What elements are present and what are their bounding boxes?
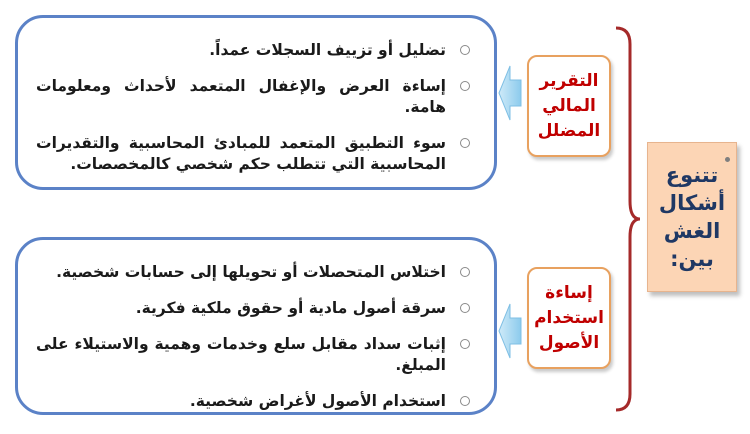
- list-item: إثبات سداد مقابل سلع وخدمات وهمية والاستيلاء على المبلغ.: [36, 334, 476, 376]
- circle-bullet-icon: [460, 303, 470, 313]
- category-2-items-box: [15, 237, 497, 415]
- list-item: تضليل أو تزييف السجلات عمداً.: [36, 40, 476, 61]
- circle-bullet-icon: [460, 138, 470, 148]
- category-1-items-box: [15, 15, 497, 190]
- list-item: سرقة أصول مادية أو حقوق ملكية فكرية.: [36, 298, 476, 319]
- category-1-label: التقرير المالي المضلل: [527, 55, 611, 157]
- left-arrow-icon: [497, 300, 523, 362]
- left-arrow-icon: [497, 62, 523, 124]
- main-topic-box: [647, 142, 737, 292]
- list-item: اختلاس المتحصلات أو تحويلها إلى حسابات شخصية.: [36, 262, 476, 283]
- category-1-list: [36, 40, 476, 190]
- bullet-icon: [725, 157, 730, 162]
- curly-brace-icon: [612, 26, 642, 412]
- circle-bullet-icon: [460, 396, 470, 406]
- circle-bullet-icon: [460, 267, 470, 277]
- category-2-label: إساءة استخدام الأصول: [527, 267, 611, 369]
- list-item: استخدام الأصول لأغراض شخصية.: [36, 391, 476, 412]
- list-item: إساءة العرض والإغفال المتعمد لأحداث ومعلومات هامة.: [36, 76, 476, 118]
- main-topic-text: تتنوع أشكال الغش بين:: [658, 163, 726, 271]
- circle-bullet-icon: [460, 81, 470, 91]
- circle-bullet-icon: [460, 339, 470, 349]
- list-item: سوء التطبيق المتعمد للمبادئ المحاسبية والتقديرات المحاسبية التي تتطلب حكم شخصي كالمخصصات.: [36, 133, 476, 175]
- category-2-list: [36, 262, 476, 427]
- circle-bullet-icon: [460, 45, 470, 55]
